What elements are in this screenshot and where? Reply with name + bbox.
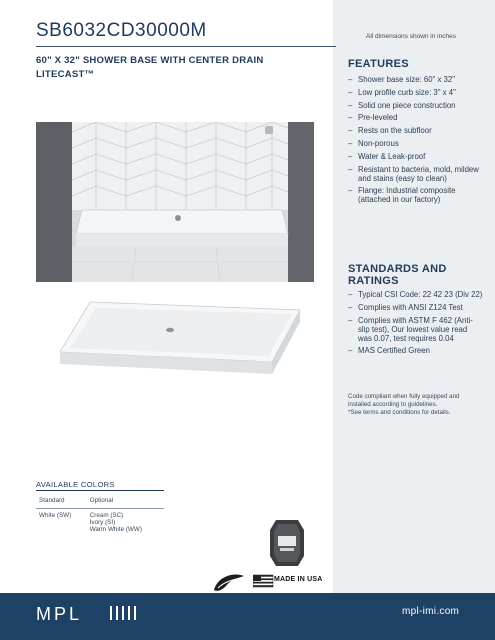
website-link[interactable]: mpl-imi.com (402, 606, 460, 617)
standard-color: White (SW) (39, 512, 72, 519)
feature-item: – Flange: Industrial composite (attached in our factory) (348, 186, 483, 204)
standard-column-header: Standard (36, 494, 87, 509)
made-in-usa-label: MADE IN USA (274, 576, 323, 583)
brand-logo-mark-icon (110, 606, 140, 620)
feature-item: – Low profile curb size: 3" x 4" (348, 88, 483, 97)
standard-item: – Typical CSI Code: 22 42 23 (Div 22) (348, 290, 483, 299)
terms-note-text: *See terms and conditions for details. (348, 409, 451, 416)
colors-heading: AVAILABLE COLORS (36, 480, 115, 489)
feature-item: – Shower base size: 60" x 32" (348, 75, 483, 84)
colors-row (36, 509, 164, 537)
standards-heading: STANDARDS AND RATINGS (348, 263, 447, 287)
code-compliance-text: Code compliant when fully equipped and installed according to guidelines. (348, 393, 460, 408)
standards-list (348, 290, 483, 359)
feature-item: – Water & Leak-proof (348, 152, 483, 161)
product-title-line1: 60" X 32" SHOWER BASE WITH CENTER DRAIN (36, 55, 264, 66)
brand-logo: MPL (36, 604, 83, 624)
dimensions-note: All dimensions shown in inches (366, 33, 456, 40)
standard-item: – MAS Certified Green (348, 346, 483, 355)
standard-item: – Complies with ANSI Z124 Test (348, 303, 483, 312)
product-title-line2: LITECAST™ (36, 69, 95, 80)
feature-item: – Pre-leveled (348, 113, 483, 122)
features-list (348, 75, 483, 208)
certified-green-logo-icon (208, 570, 248, 594)
feature-item: – Non-porous (348, 139, 483, 148)
model-number: SB6032CD30000M (36, 20, 207, 41)
optional-column-header: Optional (87, 494, 164, 509)
optional-colors (87, 509, 164, 537)
product-title (36, 54, 321, 82)
certification-badge-icon (270, 518, 304, 568)
installed-photo (36, 122, 314, 282)
features-heading: FEATURES (348, 58, 409, 70)
compliance-note (348, 393, 473, 417)
colors-table (36, 494, 164, 536)
shower-base-render (60, 300, 302, 382)
colors-divider (36, 490, 164, 491)
standard-item: – Complies with ASTM F 462 (Anti-slip test), Our lowest value read was 0.07, test requires 0.04 (348, 316, 483, 343)
feature-item: – Rests on the subfloor (348, 126, 483, 135)
colors-header-row (36, 494, 164, 509)
feature-item: – Resistant to bacteria, mold, mildew and stains (easy to clean) (348, 165, 483, 183)
optional-color: Ivory (SI) (89, 519, 116, 526)
optional-color: Cream (SC) (89, 512, 124, 519)
installed-photo-image (36, 122, 314, 282)
header-divider (36, 46, 336, 47)
optional-color: Warm White (WW) (89, 526, 142, 533)
feature-item: – Solid one piece construction (348, 101, 483, 110)
